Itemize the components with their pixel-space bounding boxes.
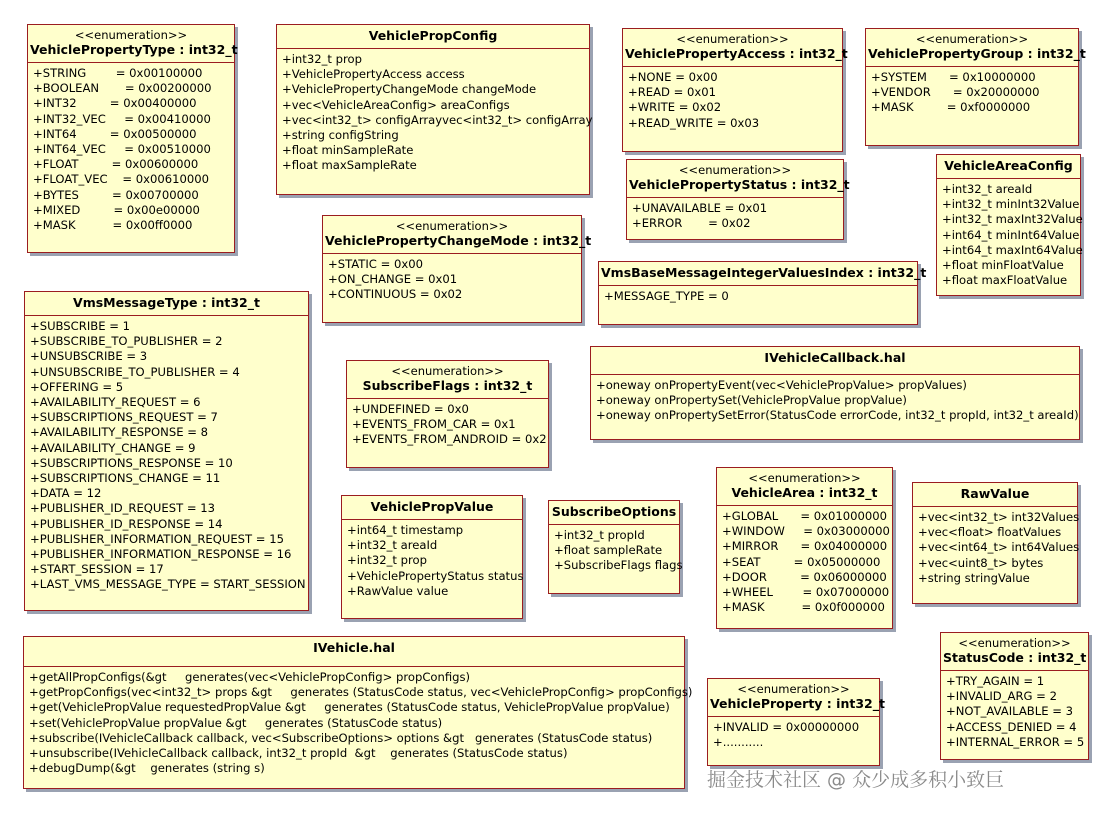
- class-subscribe-options: [548, 500, 683, 594]
- member-line: +int32_t prop: [282, 52, 362, 66]
- class-title: SubscribeOptions: [551, 504, 677, 519]
- member-line: +vec<VehicleAreaConfig> areaConfigs: [282, 97, 510, 112]
- class-title: VehiclePropertyType : int32_t: [30, 42, 238, 57]
- class-header: [28, 25, 238, 63]
- member-line: +OFFERING = 5: [30, 379, 124, 394]
- class-title: RawValue: [960, 486, 1030, 501]
- member-line: +RawValue value: [347, 583, 449, 598]
- member-line: +FLOAT_VEC = 0x00610000: [33, 172, 209, 187]
- class-title: IVehicleCallback.hal: [764, 350, 906, 365]
- class-title: VehicleArea : int32_t: [731, 485, 878, 500]
- member-line: +debugDump(&gt generates (string s): [29, 761, 265, 776]
- class-vehicle-area-config: [936, 154, 1081, 296]
- member-line: +SUBSCRIPTIONS_REQUEST = 7: [30, 410, 218, 425]
- stereotype-label: <<enumeration>>: [678, 163, 792, 177]
- class-vehicle-property-type: [27, 24, 238, 253]
- class-header: [717, 468, 892, 506]
- class-vehicle-prop-value: [341, 495, 523, 619]
- class-title: VehiclePropertyGroup : int32_t: [868, 46, 1086, 61]
- member-line: +PUBLISHER_ID_RESPONSE = 14: [30, 516, 223, 531]
- member-line: +READ_WRITE = 0x03: [628, 115, 760, 130]
- class-header: [599, 262, 927, 286]
- class-title: VehicleProperty : int32_t: [710, 696, 885, 711]
- stereotype-label: <<enumeration>>: [395, 219, 509, 233]
- member-line: +DOOR = 0x06000000: [722, 569, 887, 584]
- member-line: +int32_t prop: [347, 553, 427, 568]
- member-line: +SUBSCRIBE = 1: [30, 319, 130, 333]
- stereotype-label: <<enumeration>>: [391, 364, 504, 378]
- member-line: +SUBSCRIPTIONS_RESPONSE = 10: [30, 455, 233, 470]
- member-line: +EVENTS_FROM_ANDROID = 0x2: [352, 432, 547, 447]
- member-line: +SEAT = 0x05000000: [722, 554, 881, 569]
- member-line: +float maxFloatValue: [942, 273, 1068, 288]
- member-line: +get(VehiclePropValue requestedPropValue &gt generates (StatusCode status, VehiclePropValue propValue): [29, 700, 670, 715]
- member-line: +int32_t areaId: [942, 182, 1033, 196]
- class-header: [277, 25, 589, 49]
- member-line: +VehiclePropertyChangeMode changeMode: [282, 82, 537, 97]
- member-line: +...........: [713, 735, 764, 750]
- class-header: [24, 637, 684, 667]
- class-header: [323, 216, 592, 254]
- member-line: +INT64 = 0x00500000: [33, 126, 197, 141]
- stereotype-label: <<enumeration>>: [737, 682, 850, 696]
- class-raw-value: [912, 482, 1078, 604]
- member-line: +MASK = 0x0f000000: [722, 600, 885, 615]
- member-line: +DATA = 12: [30, 486, 102, 501]
- class-header: [623, 29, 848, 67]
- member-line: +CONTINUOUS = 0x02: [328, 287, 463, 302]
- member-line: +NONE = 0x00: [628, 70, 718, 84]
- member-line: +oneway onPropertySetError(StatusCode errorCode, int32_t propId, int32_t areaId): [596, 408, 1079, 423]
- member-line: +VehiclePropertyAccess access: [282, 67, 465, 82]
- stereotype-label: <<enumeration>>: [748, 471, 861, 485]
- class-body: [627, 198, 843, 235]
- member-line: +getPropConfigs(vec<int32_t> props &gt generates (StatusCode status, vec<VehiclePropConfig> propConfigs): [29, 685, 693, 700]
- class-vms-base-message-integer-values-index: [598, 261, 927, 325]
- member-line: +int64_t minInt64Value: [942, 227, 1080, 242]
- class-title: VehicleAreaConfig: [944, 158, 1073, 173]
- member-line: +subscribe(IVehicleCallback callback, vec<SubscribeOptions> options &gt generates (StatusCode status): [29, 730, 653, 745]
- member-line: +INT32_VEC = 0x00410000: [33, 111, 211, 126]
- class-title: SubscribeFlags : int32_t: [362, 378, 533, 393]
- class-header: [25, 292, 308, 316]
- member-line: +AVAILABILITY_CHANGE = 9: [30, 440, 196, 455]
- class-header: [347, 361, 548, 399]
- class-ivehicle-hal: [23, 636, 693, 789]
- member-line: +ON_CHANGE = 0x01: [328, 272, 458, 287]
- member-line: +UNDEFINED = 0x0: [352, 402, 469, 416]
- member-line: +string configString: [282, 128, 399, 143]
- class-vms-message-type: [24, 291, 309, 611]
- class-vehicle-property-group: [865, 28, 1086, 146]
- member-line: +int32_t maxInt32Value: [942, 212, 1083, 227]
- stereotype-label: <<enumeration>>: [676, 32, 789, 46]
- class-vehicle-property: [707, 678, 885, 766]
- member-line: +int32_t minInt32Value: [942, 197, 1080, 212]
- member-line: +MASK = 0x00ff0000: [33, 218, 193, 233]
- member-line: +float minSampleRate: [282, 143, 414, 158]
- class-title: IVehicle.hal: [313, 640, 395, 655]
- member-line: +GLOBAL = 0x01000000: [722, 509, 887, 523]
- member-line: +ACCESS_DENIED = 4: [946, 719, 1077, 734]
- member-line: +vec<int64_t> int64Values: [918, 540, 1080, 555]
- member-line: +float maxSampleRate: [282, 158, 417, 173]
- class-title: VehiclePropertyChangeMode : int32_t: [325, 233, 592, 248]
- class-body: [941, 671, 1088, 754]
- member-line: +BYTES = 0x00700000: [33, 187, 199, 202]
- member-line: +STRING = 0x00100000: [33, 66, 203, 80]
- member-line: +INTERNAL_ERROR = 5: [946, 734, 1085, 749]
- class-header: [342, 496, 522, 520]
- stereotype-label: <<enumeration>>: [74, 28, 188, 42]
- class-header: [549, 501, 679, 525]
- class-ivehicle-callback-hal: [590, 346, 1080, 440]
- member-line: +INVALID_ARG = 2: [946, 689, 1057, 704]
- class-header: [941, 633, 1088, 671]
- member-line: +VehiclePropertyStatus status: [347, 568, 524, 583]
- member-line: +FLOAT = 0x00600000: [33, 157, 199, 172]
- member-line: +AVAILABILITY_REQUEST = 6: [30, 395, 201, 410]
- class-header: [913, 483, 1077, 507]
- member-line: +WRITE = 0x02: [628, 100, 722, 115]
- member-line: +SubscribeFlags flags: [554, 558, 683, 573]
- class-header: [591, 347, 1079, 375]
- class-body: [623, 67, 842, 135]
- class-body: [591, 375, 1079, 428]
- class-body: [937, 179, 1083, 292]
- member-line: +int64_t maxInt64Value: [942, 242, 1083, 257]
- class-title: VmsBaseMessageIntegerValuesIndex : int32_t: [601, 265, 927, 280]
- watermark-text: 掘金技术社区 @ 众少成多积小致巨: [707, 769, 1005, 791]
- stereotype-label: <<enumeration>>: [915, 32, 1029, 46]
- class-body: [549, 525, 683, 578]
- member-line: +PUBLISHER_INFORMATION_REQUEST = 15: [30, 531, 284, 546]
- member-line: +float sampleRate: [554, 543, 663, 558]
- member-line: +AVAILABILITY_RESPONSE = 8: [30, 425, 208, 440]
- member-line: +SUBSCRIBE_TO_PUBLISHER = 2: [30, 334, 223, 349]
- member-line: +INT32 = 0x00400000: [33, 96, 197, 111]
- member-line: +UNAVAILABLE = 0x01: [632, 201, 768, 215]
- class-title: VehiclePropValue: [370, 499, 494, 514]
- member-line: +MASK = 0xf0000000: [871, 100, 1031, 115]
- member-line: +MIRROR = 0x04000000: [722, 539, 888, 554]
- member-line: +MIXED = 0x00e00000: [33, 202, 200, 217]
- class-vehicle-area: [716, 467, 893, 629]
- member-line: +float minFloatValue: [942, 258, 1064, 273]
- class-header: [866, 29, 1086, 67]
- member-line: +vec<float> floatValues: [918, 525, 1062, 540]
- class-title: VehiclePropertyStatus : int32_t: [629, 177, 850, 192]
- member-line: +PUBLISHER_INFORMATION_RESPONSE = 16: [30, 547, 292, 562]
- class-vehicle-property-change-mode: [322, 215, 592, 323]
- class-body: [866, 67, 1078, 120]
- class-body: [708, 717, 879, 754]
- member-line: +UNSUBSCRIBE = 3: [30, 349, 148, 364]
- class-body: [277, 49, 593, 178]
- member-line: +VENDOR = 0x20000000: [871, 85, 1040, 100]
- member-line: +vec<int32_t> configArrayvec<int32_t> configArray: [282, 112, 593, 127]
- member-line: +START_SESSION = 17: [30, 562, 164, 577]
- member-line: +int32_t propId: [554, 528, 645, 542]
- member-line: +ERROR = 0x02: [632, 216, 751, 231]
- class-body: [28, 63, 234, 237]
- member-line: +SUBSCRIPTIONS_CHANGE = 11: [30, 471, 221, 486]
- member-line: +int32_t areaId: [347, 538, 438, 553]
- member-line: +vec<uint8_t> bytes: [918, 555, 1044, 570]
- member-line: +STATIC = 0x00: [328, 257, 423, 271]
- class-subscribe-flags: [346, 360, 549, 468]
- member-line: +BOOLEAN = 0x00200000: [33, 81, 212, 96]
- member-line: +TRY_AGAIN = 1: [946, 674, 1045, 688]
- class-title: VmsMessageType : int32_t: [73, 295, 260, 310]
- class-body: [347, 399, 548, 452]
- member-line: +MESSAGE_TYPE = 0: [604, 289, 729, 303]
- class-body: [24, 667, 693, 780]
- class-title: VehiclePropertyAccess : int32_t: [625, 46, 848, 61]
- member-line: +SYSTEM = 0x10000000: [871, 70, 1036, 84]
- class-body: [342, 520, 522, 603]
- class-body: [599, 286, 917, 308]
- class-header: [937, 155, 1080, 179]
- member-line: +string stringValue: [918, 570, 1030, 585]
- member-line: +getAllPropConfigs(&gt generates(vec<VehiclePropConfig> propConfigs): [29, 670, 471, 684]
- member-line: +INT64_VEC = 0x00510000: [33, 142, 211, 157]
- member-line: +int64_t timestamp: [347, 523, 464, 537]
- member-line: +READ = 0x01: [628, 85, 717, 100]
- class-vehicle-property-access: [622, 28, 848, 152]
- class-title: VehiclePropConfig: [368, 28, 498, 43]
- class-title: StatusCode : int32_t: [943, 650, 1087, 665]
- class-status-code: [940, 632, 1089, 760]
- member-line: +WHEEL = 0x07000000: [722, 585, 890, 600]
- member-line: +PUBLISHER_ID_REQUEST = 13: [30, 501, 216, 516]
- class-header: [708, 679, 885, 717]
- member-line: +WINDOW = 0x03000000: [722, 524, 890, 539]
- member-line: +INVALID = 0x00000000: [713, 720, 860, 734]
- member-line: +unsubscribe(IVehicleCallback callback, int32_t propId &gt generates (StatusCode status): [29, 746, 568, 761]
- member-line: +oneway onPropertyEvent(vec<VehiclePropValue> propValues): [596, 378, 967, 392]
- class-vehicle-prop-config: [276, 24, 593, 195]
- member-line: +set(VehiclePropValue propValue &gt generates (StatusCode status): [29, 715, 443, 730]
- member-line: +vec<int32_t> int32Values: [918, 510, 1080, 524]
- member-line: +oneway onPropertySet(VehiclePropValue propValue): [596, 393, 907, 408]
- class-body: [913, 507, 1080, 590]
- member-line: +NOT_AVAILABLE = 3: [946, 704, 1073, 719]
- member-line: +EVENTS_FROM_CAR = 0x1: [352, 417, 516, 432]
- class-body: [323, 254, 581, 307]
- class-vehicle-property-status: [626, 159, 850, 240]
- member-line: +UNSUBSCRIBE_TO_PUBLISHER = 4: [30, 364, 240, 379]
- member-line: +LAST_VMS_MESSAGE_TYPE = START_SESSION: [30, 577, 306, 592]
- class-header: [627, 160, 850, 198]
- class-body: [25, 316, 308, 597]
- class-body: [717, 506, 892, 619]
- stereotype-label: <<enumeration>>: [958, 636, 1071, 650]
